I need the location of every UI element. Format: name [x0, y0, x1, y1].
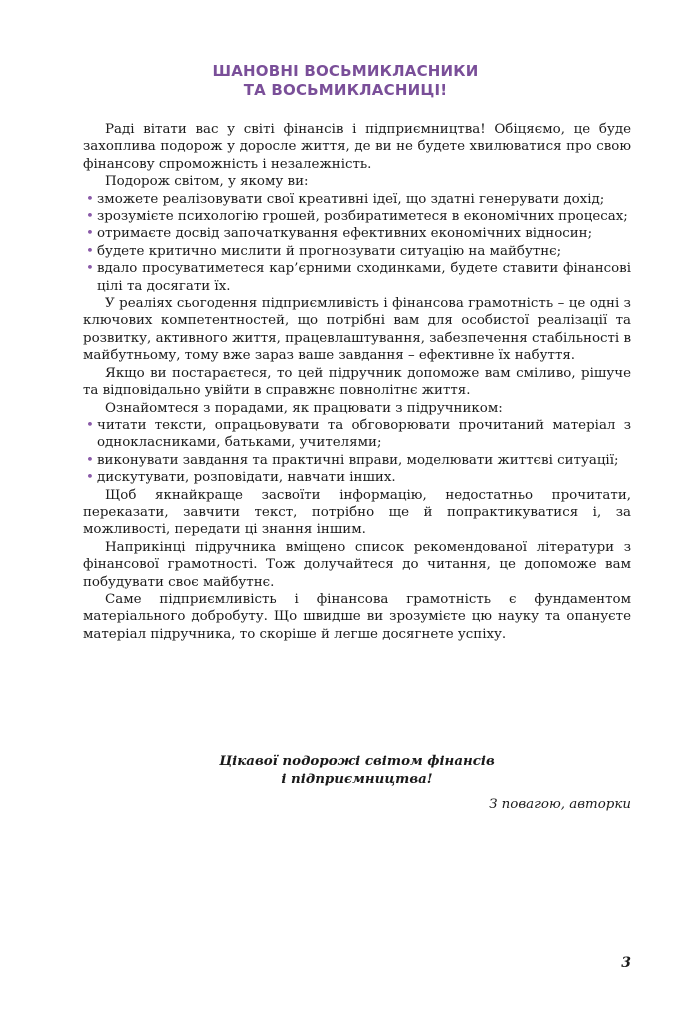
bullet-icon: • — [86, 470, 94, 486]
list-item-text: дискутувати, розповідати, навчати інших. — [97, 470, 396, 486]
intro-paragraph: Раді вітати вас у світі фінансів і підприємництва! Обіцяємо, це буде захоплива подорож у доросле життя, де ви не будете хвилюватися про свою фінансову спроможність і незалежність. — [83, 122, 631, 172]
list-item — [83, 469, 631, 486]
list-item — [83, 417, 631, 452]
literature-paragraph: Наприкінці підручника вміщено список рекомендованої літератури з фінансової грамотності. Тож долучайтеся до читання, це допоможе вам побудувати своє майбутнє. — [83, 539, 631, 590]
list-item — [83, 243, 631, 260]
reality-paragraph: У реаліях сьогодення підприємливість і фінансова грамотність – це одні з ключових компетентностей, що потрібні вам для особистої реалізації та розвитку, активного життя, працевлаштування, забезпечення стабільності в майбутньому, тому вже зараз ваше завдання – ефективне їх набуття. — [83, 296, 632, 364]
signature: З повагою, авторки — [489, 797, 631, 812]
bullet-icon: • — [86, 243, 94, 259]
list-item-text: отримаєте досвід започаткування ефективних економічних відносин; — [97, 226, 593, 242]
effort-paragraph: Якщо ви постараєтеся, то цей підручник допоможе вам сміливо, рішуче та відповідально увійти в справжнє повнолітнє життя. — [83, 365, 631, 399]
list-item-text: вдало просуватиметеся кар’єрними сходинками, будете ставити фінансові цілі та досягати їх. — [97, 261, 631, 294]
closing-line-1: Цікавої подорожі світом фінансів — [219, 753, 495, 769]
bullet-icon: • — [86, 417, 94, 433]
list-item — [83, 208, 631, 225]
bullet-icon: • — [86, 209, 94, 225]
advice-intro: Ознайомтеся з порадами, як працювати з підручником: — [105, 400, 503, 416]
list-item-text: читати тексти, опрацьовувати та обговорювати прочитаний матеріал з однокласниками, батьками, учителями; — [97, 417, 631, 451]
journey-list — [83, 191, 631, 295]
bullet-icon: • — [86, 261, 94, 277]
closing-line-2: і підприємництва! — [281, 771, 433, 787]
list-item-text: зрозумієте психологію грошей, розбиратиметеся в економічних процесах; — [97, 209, 628, 225]
practice-paragraph: Щоб якнайкраще засвоїти інформацію, недостатньо прочитати, переказати, завчити текст, потрібно ще й попрактикуватися і, за можливості, передати ці знання іншим. — [83, 487, 631, 538]
title-line-1: ШАНОВНІ ВОСЬМИКЛАСНИКИ — [212, 62, 479, 80]
journey-intro: Подорож світом, у якому ви: — [105, 174, 309, 190]
page-number: 3 — [621, 955, 631, 971]
list-item — [83, 225, 631, 242]
bullet-icon: • — [86, 191, 94, 207]
list-item-text: виконувати завдання та практичні вправи, моделювати життєві ситуації; — [97, 452, 619, 468]
bullet-icon: • — [86, 452, 94, 468]
advice-list — [83, 417, 631, 487]
body-text — [83, 121, 631, 643]
closing-wish — [83, 752, 631, 788]
list-item — [83, 452, 631, 469]
page-title — [0, 62, 691, 100]
list-item — [83, 260, 631, 295]
list-item — [83, 191, 631, 208]
bullet-icon: • — [86, 226, 94, 242]
foundation-paragraph: Саме підприємливість і фінансова грамотність є фундаментом матеріального добробуту. Що швидше ви зрозумієте цю науку та опануєте матеріал підручника, то скоріше й легше досягнете успіху. — [83, 591, 631, 642]
title-line-2: ТА ВОСЬМИКЛАСНИЦІ! — [243, 81, 448, 99]
list-item-text: зможете реалізовувати свої креативні ідеї, що здатні генерувати дохід; — [97, 191, 605, 207]
list-item-text: будете критично мислити й прогнозувати ситуацію на майбутнє; — [97, 243, 562, 259]
